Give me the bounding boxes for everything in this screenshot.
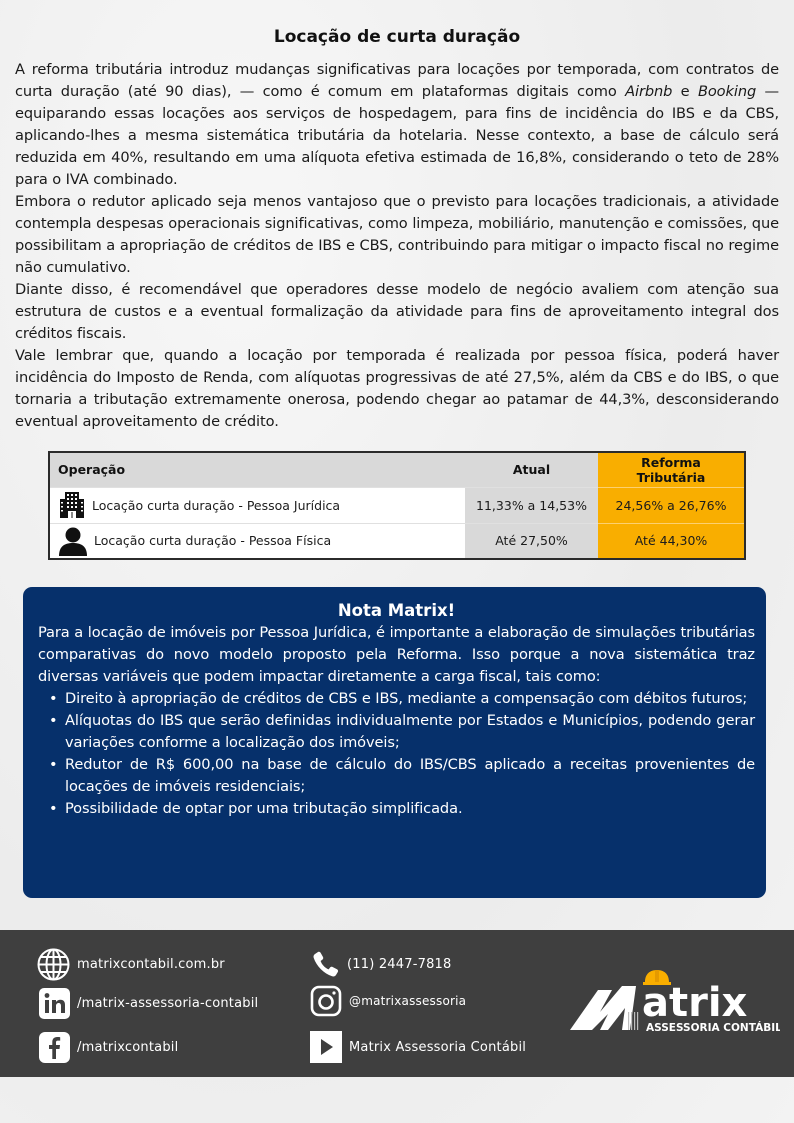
linkedin-link[interactable]: /matrix-assessoria-contabil (77, 996, 259, 1011)
person-icon (58, 526, 88, 556)
list-item: • Direito à apropriação de créditos de CBS e IBS, mediante a compensação com débitos futuros; (65, 688, 755, 710)
logo-wordmark: atrix (642, 980, 748, 1026)
cell-atual: Até 27,50% (465, 523, 598, 559)
operacao-label: Locação curta duração - Pessoa Física (94, 533, 332, 549)
text-span: e (672, 83, 698, 100)
youtube-channel[interactable]: Matrix Assessoria Contábil (349, 1039, 527, 1055)
italic-booking: Booking (697, 83, 757, 100)
footer-youtube[interactable] (310, 1031, 526, 1063)
header-operacao: Operação (49, 452, 465, 487)
instagram-handle[interactable]: @matrixassessoria (349, 994, 467, 1008)
footer-facebook[interactable] (39, 1032, 178, 1063)
matrix-logo (570, 968, 780, 1040)
linkedin-icon (39, 988, 70, 1019)
nota-box (23, 587, 766, 898)
footer (0, 930, 794, 1077)
operacao-label: Locação curta duração - Pessoa Jurídica (92, 497, 341, 513)
cell-operacao (49, 487, 465, 523)
globe-icon (37, 948, 70, 981)
italic-airbnb: Airbnb (625, 83, 673, 100)
facebook-link[interactable]: /matrixcontabil (77, 1040, 179, 1055)
text-span: A reforma tributária introduz mudanças significativas para locações por temporada, com contratos de curta duração (até 90 dias), — como é comum em plataformas digitais como (15, 61, 779, 100)
header-reforma: Reforma Tributária (598, 452, 745, 487)
paragraph-1 (15, 59, 779, 191)
paragraph-4: Vale lembrar que, quando a locação por temporada é realizada por pessoa física, poderá haver incidência do Imposto de Renda, com alíquotas progressivas de até 27,5%, além da CBS e do IBS, o que tornaria a tributação extremamente onerosa, podendo chegar ao patamar de 44,3%, desconsiderando eventual aproveitamento de crédito. (15, 347, 779, 430)
list-item: • Alíquotas do IBS que serão definidas individualmente por Estados e Municípios, podendo gerar variações conforme a localização dos imóveis; (65, 710, 755, 754)
table-row (49, 487, 745, 523)
nota-title: Nota Matrix! (337, 601, 456, 620)
footer-linkedin[interactable] (39, 988, 258, 1019)
list-item: • Possibilidade de optar por uma tributação simplificada. (65, 798, 755, 820)
table-row (49, 523, 745, 559)
nota-intro: Para a locação de imóveis por Pessoa Jurídica, é importante a elaboração de simulações tributárias comparativas do novo modelo proposto pela Reforma. Isso porque a nova sistemática traz diversas variáveis que podem impactar diretamente a carga fiscal, tais como: (38, 624, 755, 685)
list-item: • Redutor de R$ 600,00 na base de cálculo do IBS/CBS aplicado a receitas provenientes de locações de imóveis residenciais; (65, 754, 755, 798)
logo-m-shape (570, 986, 636, 1030)
nota-list (65, 688, 755, 820)
facebook-icon (39, 1032, 70, 1063)
text-span: — equiparando essas locações aos serviços de hospedagem, para fins de incidência do IBS e da CBS, aplicando-lhes a mesma sistemática tributária da hotelaria. Nesse contexto, a base de cálculo será reduzida em 40%, resultando em uma alíquota efetiva estimada de 16,8%, considerando o teto de 28% para o IVA combinado. (15, 83, 779, 188)
footer-instagram[interactable] (310, 985, 466, 1017)
building-icon (58, 491, 86, 519)
cell-reforma: 24,56% a 26,76% (598, 487, 745, 523)
cell-atual: 11,33% a 14,53% (465, 487, 598, 523)
cell-reforma: Até 44,30% (598, 523, 745, 559)
tax-comparison-table (48, 451, 746, 560)
footer-phone[interactable] (312, 950, 451, 978)
phone-icon (312, 950, 340, 978)
logo-subtitle: ASSESSORIA CONTÁBIL (646, 1022, 780, 1034)
phone-number[interactable]: (11) 2447-7818 (347, 956, 452, 972)
footer-website[interactable] (37, 948, 225, 981)
page-title: Locação de curta duração (273, 27, 521, 47)
cell-operacao (49, 523, 465, 559)
paragraph-2: Embora o redutor aplicado seja menos vantajoso que o previsto para locações tradicionais, a atividade contempla despesas operacionais significativas, como limpeza, mobiliário, manutenção e comissões, que possibilitam a apropriação de créditos de IBS e CBS, contribuindo para mitigar o impacto fiscal no regime não cumulativo. (15, 193, 779, 276)
body-text (15, 59, 779, 433)
header-atual: Atual (465, 452, 598, 487)
play-icon (310, 1031, 342, 1063)
instagram-icon (310, 985, 342, 1017)
paragraph-3: Diante disso, é recomendável que operadores desse modelo de negócio avaliem com atenção sua estrutura de custos e a eventual formalização da atividade para fins de aproveitamento integral dos créditos fiscais. (15, 281, 779, 342)
website-link[interactable]: matrixcontabil.com.br (77, 957, 225, 972)
table-header-row (49, 452, 745, 487)
